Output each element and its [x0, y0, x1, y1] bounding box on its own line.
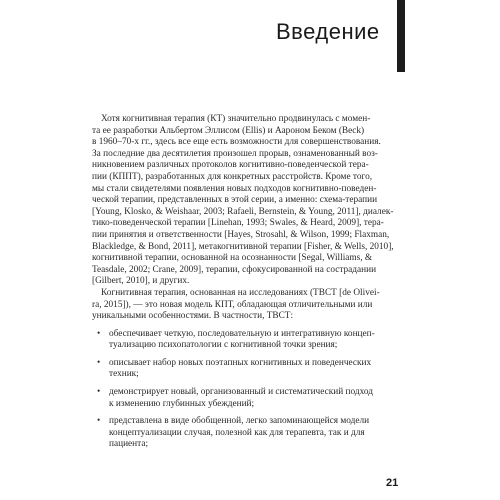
text-line: пациента;	[109, 439, 149, 450]
text-line: уникальными особенностями. В частности, ТВСТ:	[92, 311, 294, 322]
bullet-item	[92, 416, 402, 451]
text-line: концептуализации случая, полезной как для терапевта, так и для	[109, 427, 365, 438]
bullet-icon: •	[97, 416, 101, 427]
chapter-title-bar	[397, 0, 405, 72]
bullet-icon: •	[97, 328, 101, 339]
text-line: [Young, Klosko, & Weishaar, 2003; Rafaeli, Bernstein, & Young, 2011], диалек-	[92, 206, 394, 217]
text-line: пии (КППТ), разработанных для конкретных расстройств. Кроме того,	[92, 171, 373, 182]
paragraph	[92, 114, 402, 288]
text-line: Teasdale, 2002; Crane, 2009], терапии, сфокусированной на сострадании	[92, 264, 377, 275]
bullet-icon: •	[97, 387, 101, 398]
text-line: никновением различных протоколов когнитивно-поведенческой тера-	[92, 160, 369, 171]
bullet-item	[92, 358, 402, 381]
text-line: демонстрирует новый, организованный и систематический подход	[109, 387, 373, 398]
bullet-item	[92, 329, 402, 352]
text-line: Хотя когнитивная терапия (КТ) значительно продвинулась с момен-	[101, 114, 371, 124]
text-line: тико-поведенческой терапии [Linehan, 1993; Swales, & Heard, 2009], тера-	[92, 218, 384, 229]
body-text	[92, 114, 402, 451]
text-line: За последние два десятилетия произошел прорыв, ознаменованный воз-	[92, 148, 378, 159]
text-line: [Gilbert, 2010], и других.	[92, 276, 190, 287]
bullet-item	[92, 387, 402, 410]
text-line: представлена в виде обобщенной, легко запоминающейся модели	[109, 416, 370, 427]
text-line: когнитивной терапии, основанной на осознанности [Segal, Williams, &	[92, 253, 373, 264]
chapter-title: Введение	[276, 19, 380, 44]
text-line: ческой терапии, представленных в этой серии, а именно: схема-терапии	[92, 195, 378, 206]
text-line: в 1960–70-х гг., здесь все еще есть возможности для совершенствования.	[92, 137, 381, 148]
text-line: техник;	[109, 369, 139, 380]
text-line: мы стали свидетелями появления новых подходов когнитивно-поведен-	[92, 183, 377, 194]
text-line: описывает набор новых поэтапных когнитивных и поведенческих	[109, 357, 372, 368]
text-line: обеспечивает четкую, последовательную и интегративную концеп-	[109, 328, 375, 339]
text-line: пии принятия и ответственности [Hayes, Strosahl, & Wilson, 1999; Flaxman,	[92, 229, 390, 240]
text-line: ra, 2015]), — это новая модель КПТ, обладающая отличительными или	[92, 299, 373, 310]
bullet-icon: •	[97, 357, 101, 368]
text-line: Blackledge, & Bond, 2011], метакогнитивной терапии [Fisher, & Wells, 2010],	[92, 241, 394, 252]
text-line: Когнитивная терапия, основанная на исследованиях (ТВСТ [de Olivei-	[101, 287, 380, 298]
page-number: 21	[386, 477, 399, 489]
text-line: к изменению глубинных убеждений;	[109, 398, 255, 409]
text-line: та ее разработки Альбертом Эллисом (Ellis) и Аароном Беком (Beck)	[92, 125, 365, 136]
paragraph	[92, 288, 402, 323]
text-line: туализацию психопатологии с когнитивной точки зрения;	[109, 340, 338, 351]
